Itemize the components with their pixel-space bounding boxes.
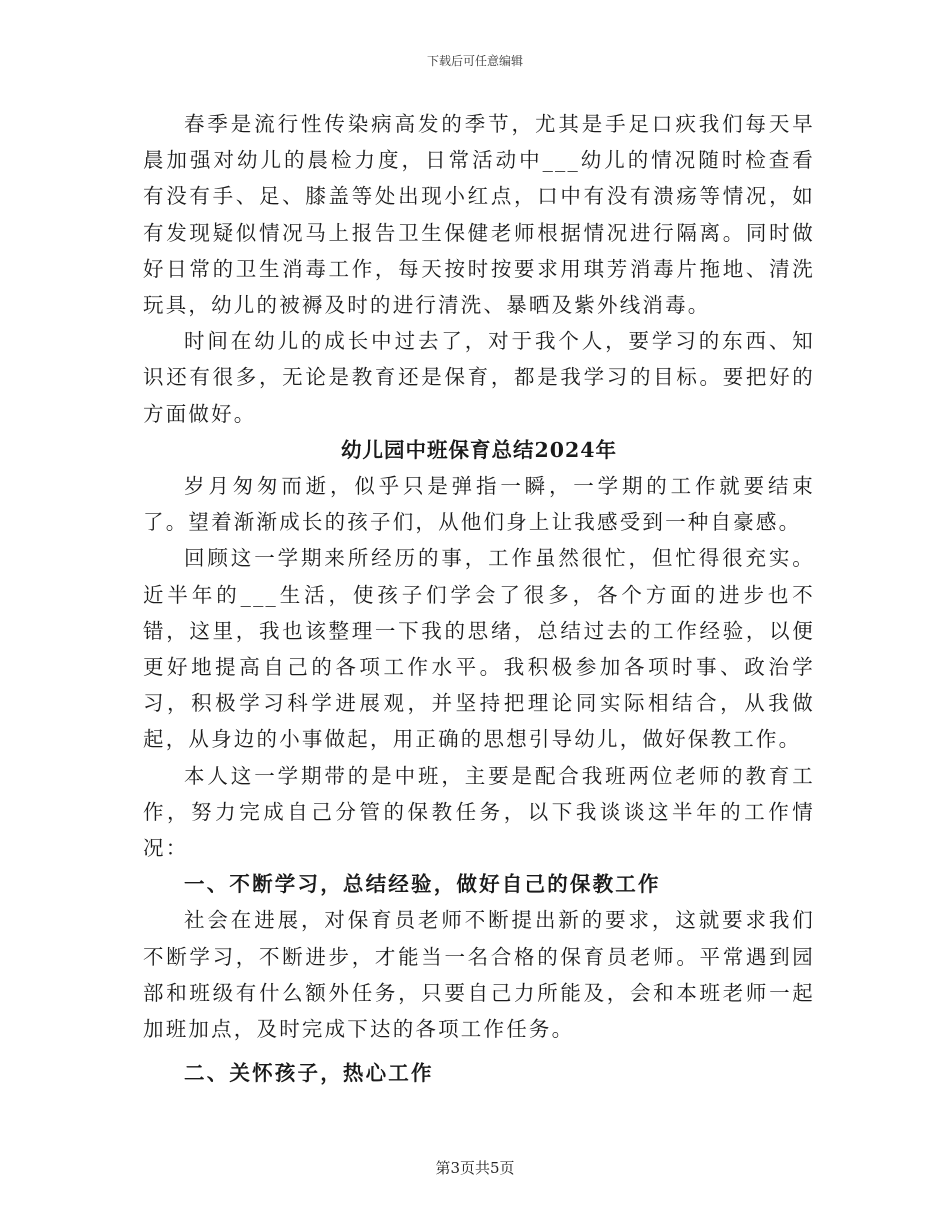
paragraph-section-1: 社会在进展，对保育员老师不断提出新的要求，这就要求我们不断学习，不断进步，才能当一名合格的保育员老师。平常遇到园部和班级有什么额外任务，只要自己力所能及，会和本班老师一起加班加点，及时完成下达的各项工作任务。 [143,908,815,1042]
section-heading-1: 一、不断学习，总结经验，做好自己的保教工作 [184,872,661,897]
paragraph-middle-class: 本人这一学期带的是中班，主要是配合我班两位老师的教育工作，努力完成自己分管的保教任务，以下我谈谈这半年的工作情况： [143,763,815,861]
document-body [143,106,815,1091]
document-title: 幼儿园中班保育总结2024年 [340,437,618,462]
paragraph-semester-end: 岁月匆匆而逝，似乎只是弹指一瞬，一学期的工作就要结束了。望着渐渐成长的孩子们，从他们身上让我感受到一种自豪感。 [143,474,815,535]
paragraph-review: 回顾这一学期来所经历的事，工作虽然很忙，但忙得很充实。近半年的___生活，使孩子们学会了很多，各个方面的进步也不错，这里，我也该整理一下我的思绪，总结过去的工作经验，以便更好地提高自己的各项工作水平。我积极参加各项时事、政治学习，积极学习科学进展观，并坚持把理论同实际相结合，从我做起，从身边的小事做起，用正确的思想引导幼儿，做好保教工作。 [143,546,815,752]
page-footer: 第3页共5页 [435,1159,515,1177]
section-heading-2: 二、关怀孩子，热心工作 [184,1061,434,1086]
paragraph-personal-learning: 时间在幼儿的成长中过去了，对于我个人，要学习的东西、知识还有很多，无论是教育还是保育，都是我学习的目标。要把好的方面做好。 [143,329,815,426]
page-header: 下载后可任意编辑 [426,54,523,68]
paragraph-spring-hygiene: 春季是流行性传染病高发的季节，尤其是手足口疢我们每天早晨加强对幼儿的晨检力度，日常活动中___幼儿的情况随时检查看有没有手、足、膝盖等处出现小红点，口中有没有溃疡等情况，如有发现疑似情况马上报告卫生保健老师根据情况进行隔离。同时做好日常的卫生消毒工作，每天按时按要求用琪芳消毒片拖地、清洗玩具，幼儿的被褥及时的进行清洗、暴晒及紫外线消毒。 [143,112,815,318]
